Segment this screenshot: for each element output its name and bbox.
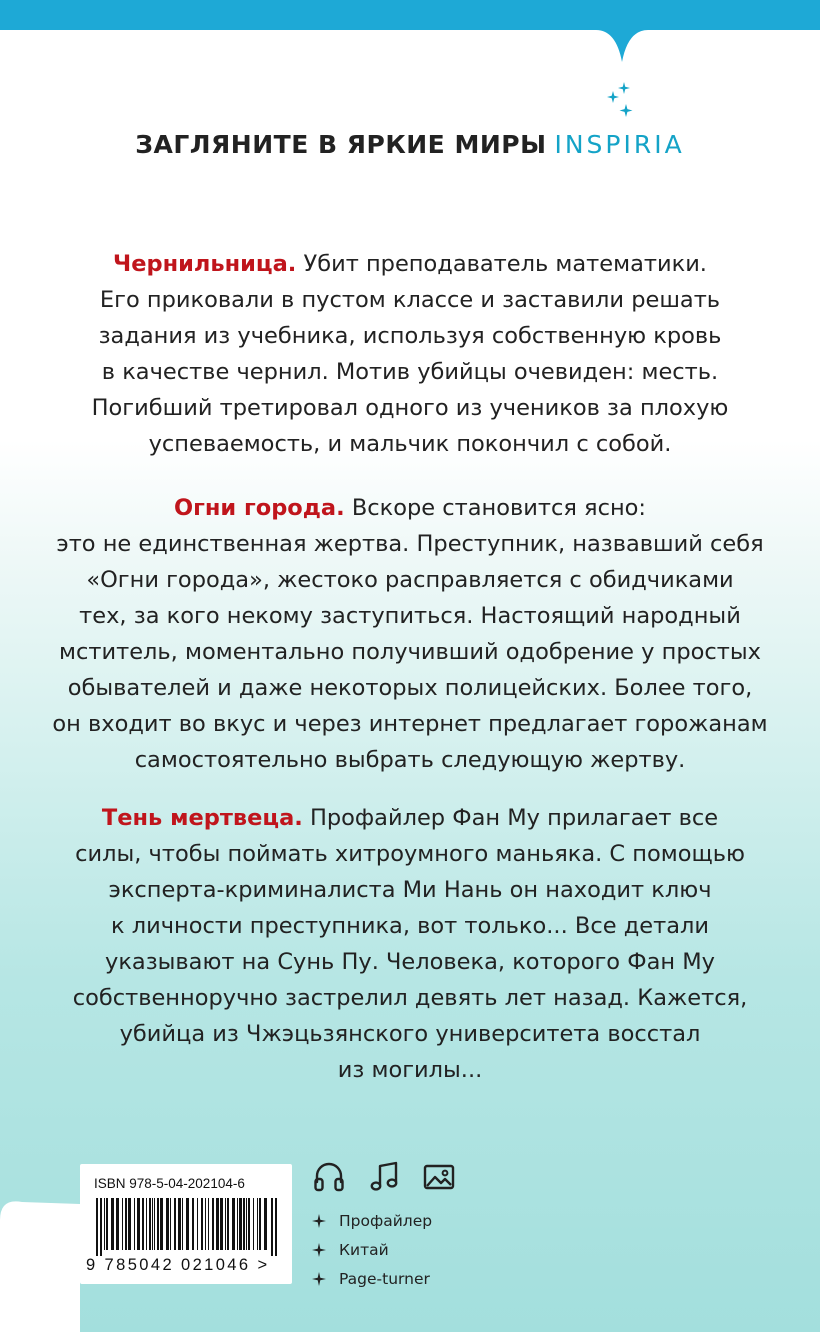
tag-item — [312, 1206, 432, 1235]
headphones-icon — [312, 1160, 346, 1194]
music-note-icon — [368, 1160, 402, 1194]
tag-label: Page-turner — [339, 1269, 430, 1288]
format-icons — [312, 1160, 462, 1200]
barcode-image — [94, 1198, 280, 1256]
paragraph-line: задания из учебника, используя собственную кровь — [98, 323, 722, 349]
barcode-digits: 9 785042 021046 > — [86, 1256, 270, 1274]
paragraph-line: из могилы... — [337, 1057, 483, 1083]
paragraph-line: обывателей и даже некоторых полицейских. Более того, — [67, 675, 753, 701]
paragraph-lead: Чернильница. — [113, 251, 297, 277]
paragraph-line: Вскоре становится ясно: — [344, 495, 647, 521]
star-bullet-icon — [312, 1243, 326, 1257]
sparkle-icon — [604, 78, 636, 122]
paragraph-line: самостоятельно выбрать следующую жертву. — [134, 747, 686, 773]
series-title: ЗАГЛЯНИТЕ В ЯРКИЕ МИРЫ — [135, 130, 547, 159]
image-icon — [422, 1160, 456, 1194]
star-bullet-icon — [312, 1214, 326, 1228]
paragraph-line: эксперта-криминалиста Ми Нань он находит ключ — [108, 877, 712, 903]
paragraph-line: убийца из Чжэцьзянского университета восстал — [119, 1021, 701, 1047]
paragraph-line: к личности преступника, вот только... Все детали — [111, 913, 709, 939]
paragraph-lead: Огни города. — [173, 495, 345, 521]
annotation-paragraph-2 — [40, 490, 780, 778]
tag-item — [312, 1235, 432, 1264]
tag-item — [312, 1264, 432, 1293]
paragraph-lead: Тень мертвеца. — [101, 805, 303, 831]
star-bullet-icon — [312, 1272, 326, 1286]
paragraph-line: мститель, моментально получивший одобрение у простых — [59, 639, 761, 665]
brand-name: INSPIRIA — [554, 130, 685, 159]
paragraph-line: тех, за кого некому заступиться. Настоящий народный — [79, 603, 741, 629]
paragraph-line: это не единственная жертва. Преступник, назвавший себя — [56, 531, 764, 557]
paragraph-line: успеваемость, и мальчик покончил с собой. — [148, 431, 672, 457]
paragraph-line: Погибший третировал одного из учеников за плохую — [91, 395, 729, 421]
paragraph-line: Профайлер Фан Му прилагает все — [302, 805, 719, 831]
paragraph-line: он входит во вкус и через интернет предлагает горожанам — [52, 711, 768, 737]
paragraph-line: «Огни города», жестоко расправляется с обидчиками — [86, 567, 734, 593]
annotation-paragraph-3 — [40, 800, 780, 1088]
isbn-label: ISBN 978-5-04-202104-6 — [94, 1176, 245, 1191]
paragraph-line: в качестве чернил. Мотив убийцы очевиден: месть. — [101, 359, 719, 385]
bottom-left-notch — [0, 1164, 80, 1332]
paragraph-line: собственноручно застрелил девять лет назад. Кажется, — [72, 985, 748, 1011]
barcode-panel — [80, 1164, 292, 1284]
series-header — [0, 130, 820, 159]
paragraph-line: указывают на Сунь Пу. Человека, которого Фан Му — [105, 949, 715, 975]
tag-list — [312, 1206, 432, 1293]
annotation-paragraph-1 — [40, 246, 780, 462]
paragraph-line: силы, чтобы поймать хитроумного маньяка. С помощью — [75, 841, 745, 867]
top-color-band — [0, 0, 820, 92]
paragraph-line: Убит преподаватель математики. — [296, 251, 707, 277]
tag-label: Профайлер — [339, 1211, 433, 1230]
tag-label: Китай — [339, 1240, 389, 1259]
paragraph-line: Его приковали в пустом классе и заставили решать — [99, 287, 721, 313]
